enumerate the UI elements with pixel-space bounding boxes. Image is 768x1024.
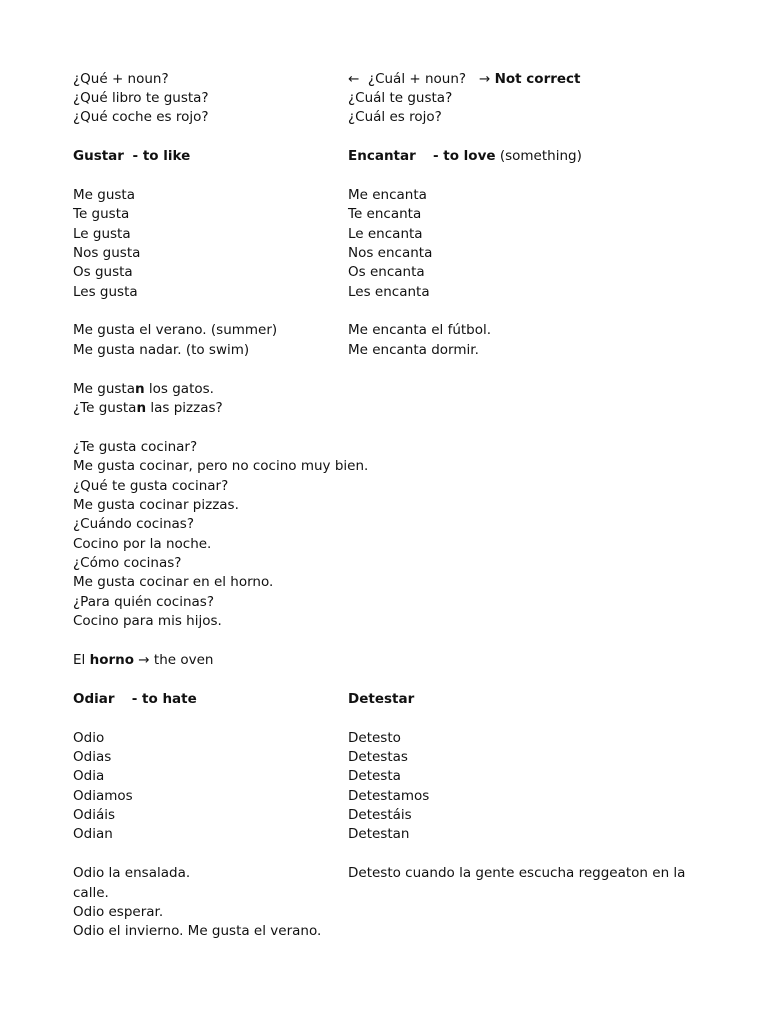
gustan-n: n xyxy=(134,381,145,397)
odiar-form: Odia xyxy=(73,768,105,784)
cocinar-line: ¿Cuándo cocinas? xyxy=(73,516,194,532)
not-correct-label: Not correct xyxy=(494,71,581,87)
detestar-form: Detestan xyxy=(348,826,410,842)
odiar-form: Odio xyxy=(73,730,105,746)
encantar-form: Te encanta xyxy=(348,206,422,222)
gustan-pre: ¿Te gusta xyxy=(73,400,137,416)
cual-noun-line xyxy=(348,70,581,89)
gustar-form: Les gusta xyxy=(73,284,138,300)
gustan-post: las pizzas? xyxy=(146,400,223,416)
encantar-heading xyxy=(348,147,582,166)
odiar-example: Odio la ensalada. xyxy=(73,865,191,881)
gustan-example xyxy=(73,399,223,418)
que-noun-line: ¿Qué + noun? xyxy=(73,71,169,87)
detestar-form: Detesta xyxy=(348,768,401,784)
cocinar-line: ¿Cómo cocinas? xyxy=(73,555,182,571)
detestar-form: Detesto xyxy=(348,730,401,746)
odiar-heading xyxy=(73,690,197,709)
gustar-form: Le gusta xyxy=(73,226,131,242)
horno-pre: El xyxy=(73,652,90,668)
cocinar-line: Cocino para mis hijos. xyxy=(73,613,222,629)
detestar-form: Detestas xyxy=(348,749,408,765)
cual-noun-text: ¿Cuál + noun? xyxy=(367,71,467,87)
odiar-heading-word: Odiar xyxy=(73,691,115,707)
gustan-post: los gatos. xyxy=(144,381,214,397)
encantar-heading-meaning: - to love xyxy=(432,148,496,164)
horno-line xyxy=(73,651,213,670)
odiar-heading-meaning: - to hate xyxy=(131,691,197,707)
gustar-heading-word: Gustar xyxy=(73,148,124,164)
cual-te-gusta-line: ¿Cuál te gusta? xyxy=(348,90,453,106)
detestar-heading-word: Detestar xyxy=(348,691,415,707)
gustar-form: Os gusta xyxy=(73,264,133,280)
odiar-form: Odias xyxy=(73,749,112,765)
cocinar-line: Me gusta cocinar, pero no cocino muy bien. xyxy=(73,458,369,474)
gustar-heading xyxy=(73,147,190,166)
cocinar-line: Me gusta cocinar pizzas. xyxy=(73,497,239,513)
gustar-form: Me gusta xyxy=(73,187,135,203)
detestar-form: Detestamos xyxy=(348,788,430,804)
odiar-example: Odio el invierno. Me gusta el verano. xyxy=(73,923,322,939)
left-arrow-icon: ← xyxy=(348,71,360,87)
cocinar-line: ¿Qué te gusta cocinar? xyxy=(73,478,229,494)
encantar-form: Os encanta xyxy=(348,264,425,280)
odiar-form: Odiamos xyxy=(73,788,133,804)
cual-es-rojo-line: ¿Cuál es rojo? xyxy=(348,109,442,125)
encantar-form: Nos encanta xyxy=(348,245,433,261)
right-arrow-icon: → xyxy=(134,652,154,668)
gustar-example: Me gusta nadar. (to swim) xyxy=(73,342,250,358)
odiar-example: Odio esperar. xyxy=(73,904,164,920)
horno-word: horno xyxy=(89,652,135,668)
cocinar-line: ¿Para quién cocinas? xyxy=(73,594,214,610)
encantar-example: Me encanta dormir. xyxy=(348,342,479,358)
gustar-example: Me gusta el verano. (summer) xyxy=(73,322,278,338)
cocinar-line: ¿Te gusta cocinar? xyxy=(73,439,198,455)
gustar-form: Te gusta xyxy=(73,206,130,222)
gustan-example xyxy=(73,380,214,399)
gustan-n: n xyxy=(136,400,147,416)
encantar-example: Me encanta el fútbol. xyxy=(348,322,492,338)
que-coche-line: ¿Qué coche es rojo? xyxy=(73,109,209,125)
odiar-form: Odian xyxy=(73,826,113,842)
detestar-form: Detestáis xyxy=(348,807,412,823)
right-arrow-icon: → xyxy=(478,71,491,87)
encantar-heading-note: (something) xyxy=(495,148,582,164)
encantar-heading-word: Encantar xyxy=(348,148,416,164)
gustan-pre: Me gusta xyxy=(73,381,135,397)
detestar-heading xyxy=(348,690,414,709)
cocinar-line: Cocino por la noche. xyxy=(73,536,212,552)
horno-meaning: the oven xyxy=(153,652,214,668)
encantar-form: Le encanta xyxy=(348,226,423,242)
gustar-form: Nos gusta xyxy=(73,245,141,261)
odiar-form: Odiáis xyxy=(73,807,116,823)
odiar-example: calle. xyxy=(73,885,109,901)
detestar-example: Detesto cuando la gente escucha reggeaton en la xyxy=(348,865,686,881)
que-libro-line: ¿Qué libro te gusta? xyxy=(73,90,209,106)
encantar-form: Me encanta xyxy=(348,187,427,203)
cocinar-line: Me gusta cocinar en el horno. xyxy=(73,574,274,590)
encantar-form: Les encanta xyxy=(348,284,430,300)
gustar-heading-meaning: - to like xyxy=(132,148,191,164)
